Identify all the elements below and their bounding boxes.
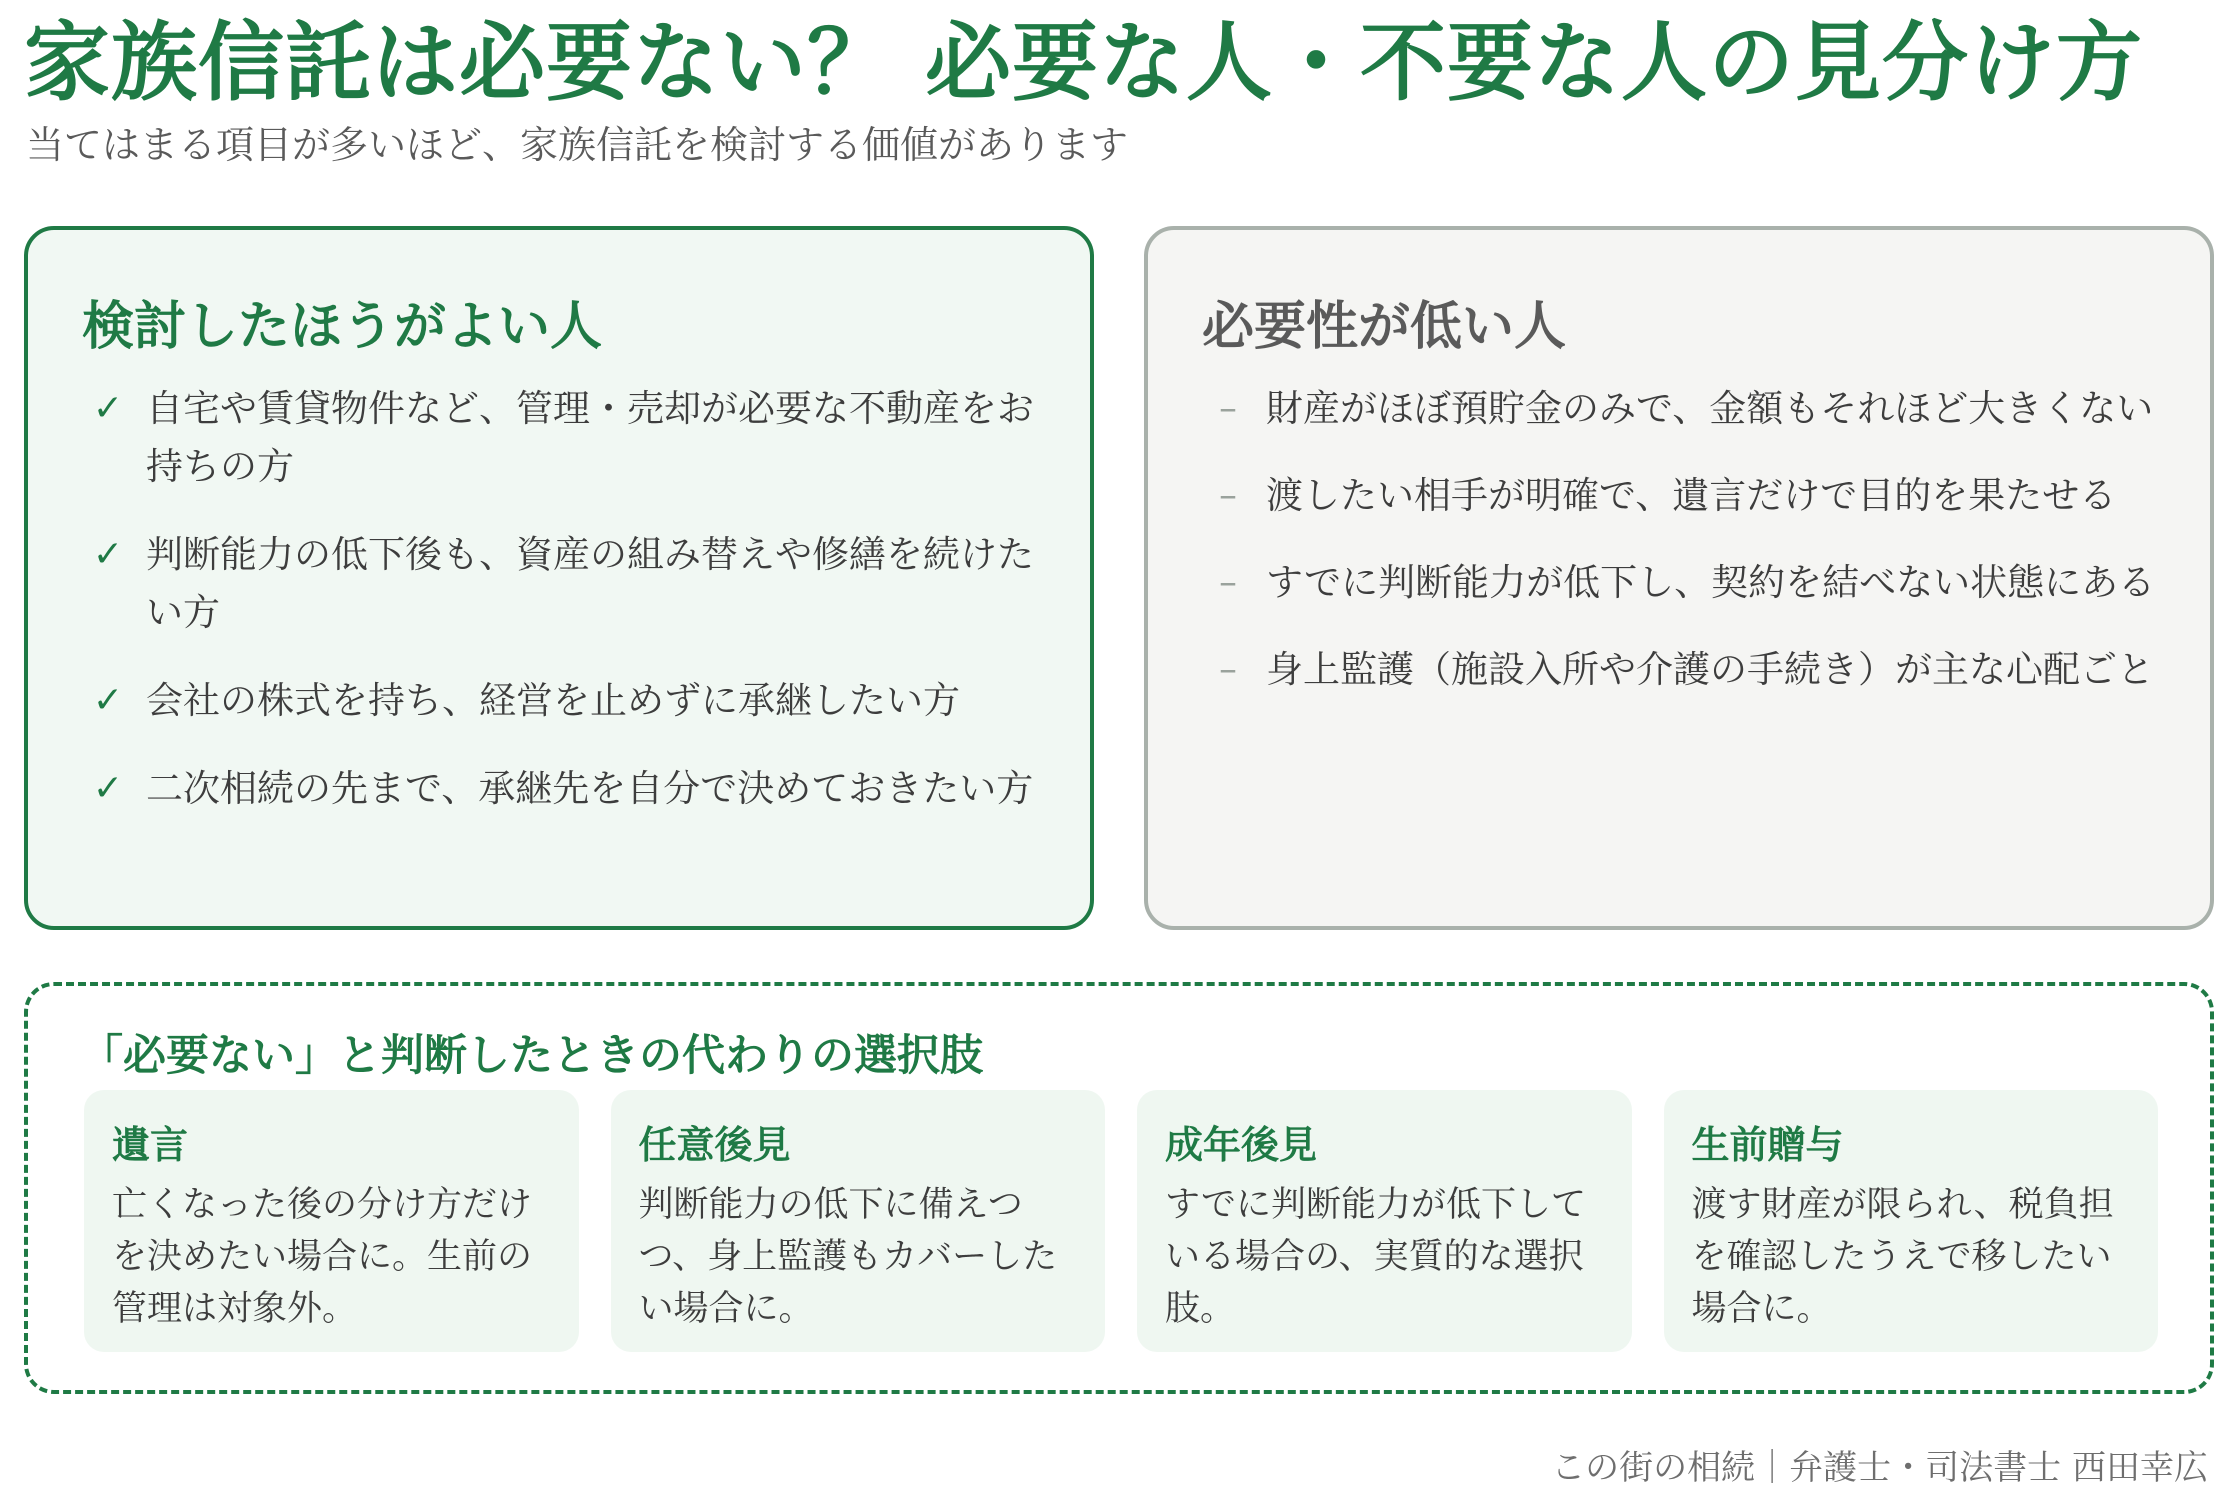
dash-icon: – (1219, 649, 1237, 690)
consider-card-title: 検討したほうがよい人 (82, 297, 603, 357)
alternative-title: 生前贈与 (1691, 1123, 1844, 1167)
low-need-item (1202, 554, 2160, 612)
dash-icon: – (1219, 388, 1237, 429)
consider-item-text: 二次相続の先まで、承継先を自分で決めておきたい方 (146, 767, 1034, 810)
alternative-title: 遺言 (112, 1123, 189, 1167)
consider-card (24, 226, 1094, 930)
dash-icon: – (1219, 562, 1237, 603)
consider-item-text: 判断能力の低下後も、資産の組み替えや修繕を続けたい方 (146, 533, 1034, 634)
alternative-voluntary-guardianship (611, 1090, 1106, 1352)
alternative-desc: 渡す財産が限られ、税負担を確認したうえで移したい場合に。 (1691, 1185, 2114, 1329)
alternative-title: 任意後見 (638, 1123, 791, 1167)
alternative-adult-guardianship (1137, 1090, 1632, 1352)
consider-item-text: 自宅や賃貸物件など、管理・売却が必要な不動産をお持ちの方 (146, 387, 1034, 488)
alternative-will (84, 1090, 579, 1352)
consider-list (82, 380, 1040, 848)
dash-icon: – (1219, 475, 1237, 516)
check-icon: ✓ (92, 534, 124, 575)
check-icon: ✓ (92, 680, 124, 721)
low-need-card (1144, 226, 2214, 930)
page-title: 家族信託は必要ない？ 必要な人・不要な人の見分け方 (24, 13, 2143, 113)
consider-item (82, 672, 1040, 730)
check-icon: ✓ (92, 768, 124, 809)
low-need-item (1202, 641, 2160, 699)
alternative-lifetime-gift (1664, 1090, 2159, 1352)
low-need-item-text: 渡したい相手が明確で、遺言だけで目的を果たせる (1266, 474, 2117, 517)
low-need-list (1202, 380, 2160, 728)
check-icon: ✓ (92, 388, 124, 429)
alternatives-box (24, 982, 2214, 1394)
alternatives-grid (84, 1090, 2158, 1352)
consider-item (82, 526, 1040, 642)
low-need-item-text: 身上監護（施設入所や介護の手続き）が主な心配ごと (1266, 648, 2154, 691)
low-need-card-title: 必要性が低い人 (1202, 297, 1567, 357)
alternative-desc: 判断能力の低下に備えつつ、身上監護もカバーしたい場合に。 (638, 1185, 1058, 1329)
consider-item (82, 380, 1040, 496)
consider-item-text: 会社の株式を持ち、経営を止めずに承継したい方 (146, 679, 960, 722)
low-need-item (1202, 380, 2160, 438)
alternatives-title: 「必要ない」と判断したときの代わりの選択肢 (80, 1031, 983, 1081)
alternative-desc: 亡くなった後の分け方だけを決めたい場合に。生前の管理は対象外。 (112, 1185, 533, 1329)
consider-item (82, 760, 1040, 818)
low-need-item (1202, 467, 2160, 525)
footer-credit: この街の相続｜弁護士・司法書士 西田幸広 (1551, 1448, 2208, 1488)
alternative-title: 成年後見 (1165, 1123, 1318, 1167)
page-subtitle: 当てはまる項目が多いほど、家族信託を検討する価値があります (26, 123, 1129, 167)
low-need-item-text: 財産がほぼ預貯金のみで、金額もそれほど大きくない (1266, 387, 2154, 430)
alternative-desc: すでに判断能力が低下している場合の、実質的な選択肢。 (1165, 1185, 1587, 1329)
low-need-item-text: すでに判断能力が低下し、契約を結べない状態にある (1266, 561, 2156, 604)
